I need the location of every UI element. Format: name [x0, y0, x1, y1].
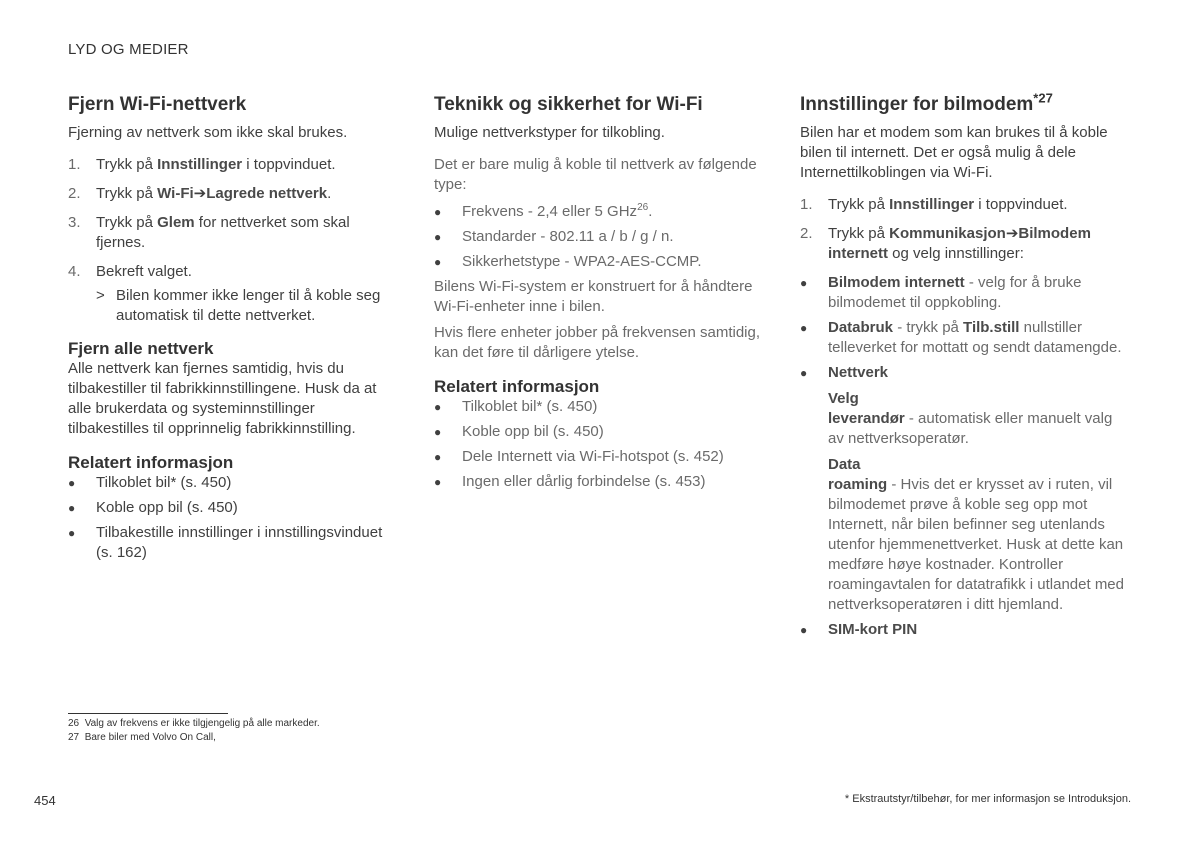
step-item: [800, 224, 1130, 264]
bullet-icon: ●: [800, 366, 808, 380]
heading-related: Relatert informasjon: [68, 453, 234, 472]
column-wifi-security: [434, 92, 764, 497]
network-types-list: [434, 202, 764, 272]
setting-item: ● Nettverk Velg leverandør - automatisk eller manuelt valg av nettverksoperatør. Data roaming - Hvis det er krysset av i ruten, vil bilmodemet prøve å koble seg opp mot Internett, når bilen befinner seg utenlands utenfor hjemmenettverket. Husk at dette kan medføre høye kostnader. Kontroller roamingavtalen for datatrafikk i utlandet med nettverksoperatøren i ditt hjemland.: [800, 363, 1130, 615]
paragraph: Hvis flere enheter jobber på frekvensen samtidig, kan det føre til dårligere ytelse.: [434, 324, 761, 361]
step-text: Trykk på Innstillinger i toppvinduet.: [828, 196, 1068, 213]
bullet-icon: ●: [434, 230, 442, 244]
steps-list: [800, 195, 1130, 264]
step-number: 2.: [800, 225, 813, 242]
arrow-right-icon: ➔: [1005, 225, 1019, 242]
page-number: 454: [34, 793, 56, 808]
list-item: ● Sikkerhetstype - WPA2-AES-CCMP.: [434, 253, 702, 270]
result-text: Bilen kommer ikke lenger til å koble seg automatisk til dette nettverket.: [116, 287, 381, 324]
related-link[interactable]: ● Tilbakestille innstillinger i innstillingsvinduet (s. 162): [68, 524, 383, 561]
footnotes: [68, 713, 320, 745]
bottom-note: * Ekstrautstyr/tilbehør, for mer informasjon se Introduksjon.: [844, 793, 1131, 805]
related-link[interactable]: ● Ingen eller dårlig forbindelse (s. 453): [434, 473, 706, 490]
step-number: 1.: [800, 196, 813, 213]
network-subitem: Data roaming - Hvis det er krysset av i ruten, vil bilmodemet prøve å koble seg opp mot Internett, når bilen befinner seg utenlands utenfor hjemmenettverket. Husk at dette kan medføre høye kostnader. Kontroller roamingavtalen for datatrafikk i utlandet med nettverksoperatøren i ditt hjemland.: [828, 456, 1124, 613]
step-result: [96, 286, 398, 326]
setting-item: ● SIM-kort PIN: [800, 621, 918, 638]
intro-text: Det er bare mulig å koble til nettverk av følgende type:: [434, 156, 757, 193]
section-header: LYD OG MEDIER: [68, 41, 189, 58]
related-link[interactable]: ● Tilkoblet bil* (s. 450): [434, 398, 598, 415]
footnote-divider: [68, 713, 228, 714]
step-number: 3.: [68, 214, 81, 231]
bullet-icon: ●: [68, 476, 76, 490]
step-item: [800, 195, 1130, 215]
bullet-icon: ●: [434, 255, 442, 269]
heading-car-modem: Innstillinger for bilmodem$^{*27}$: [800, 90, 1053, 115]
step-text: Trykk på Innstillinger i toppvinduet.: [96, 156, 336, 173]
column-remove-wifi: [68, 92, 398, 568]
bullet-icon: ●: [434, 475, 442, 489]
step-item: [68, 262, 398, 326]
step-text: Trykk på Kommunikasjon➔Bilmodem internett og velg innstillinger:: [828, 225, 1091, 262]
related-link[interactable]: ● Koble opp bil (s. 450): [434, 423, 604, 440]
lead-text: Bilen har et modem som kan brukes til å koble bilen til internett. Det er også mulig å dele Internettilkoblingen via Wi-Fi.: [800, 124, 1108, 181]
related-list: [68, 473, 398, 563]
heading-wifi-security: Teknikk og sikkerhet for Wi-Fi: [434, 94, 703, 115]
settings-list: [800, 273, 1130, 640]
bullet-icon: ●: [434, 400, 442, 414]
related-list: [434, 397, 764, 492]
list-item: ● Standarder - 802.11 a / b / g / n.: [434, 228, 674, 245]
bullet-icon: ●: [800, 276, 808, 290]
bullet-icon: ●: [68, 526, 76, 540]
step-text: Trykk på Glem for nettverket som skal fjernes.: [96, 214, 350, 251]
remove-all-text: Alle nettverk kan fjernes samtidig, hvis du tilbakestiller til fabrikkinnstillingene. Husk da at alle brukerdata og systeminnstillinger tilbakestilles til opprinnelig fabrikkinnstilling.: [68, 360, 377, 437]
bullet-icon: ●: [434, 425, 442, 439]
footnote-ref[interactable]: *27: [1033, 90, 1053, 106]
step-text: Trykk på Wi-Fi➔Lagrede nettverk.: [96, 185, 332, 202]
arrow-right-icon: ➔: [193, 185, 207, 202]
paragraph: Bilens Wi-Fi-system er konstruert for å håndtere Wi-Fi-enheter inne i bilen.: [434, 278, 753, 315]
step-text: Bekreft valget.: [96, 263, 192, 280]
heading-remove-all: Fjern alle nettverk: [68, 339, 214, 358]
setting-item: ● Bilmodem internett - velg for å bruke bilmodemet til oppkobling.: [800, 274, 1082, 311]
heading-related: Relatert informasjon: [434, 377, 600, 396]
bullet-icon: ●: [800, 321, 808, 335]
related-link[interactable]: ● Dele Internett via Wi-Fi-hotspot (s. 452): [434, 448, 724, 465]
step-item: [68, 184, 398, 204]
network-subitem: Velg leverandør - automatisk eller manuelt valg av nettverksoperatør.: [828, 390, 1113, 447]
steps-list: [68, 155, 398, 326]
footnote: 26 Valg av frekvens er ikke tilgjengelig på alle markeder.: [68, 718, 320, 729]
bullet-icon: ●: [68, 501, 76, 515]
bullet-icon: ●: [800, 623, 808, 637]
lead-text: Fjerning av nettverk som ikke skal brukes.: [68, 124, 348, 141]
result-marker: >: [96, 287, 105, 304]
lead-text: Mulige nettverkstyper for tilkobling.: [434, 124, 665, 141]
step-number: 1.: [68, 156, 81, 173]
step-item: [68, 213, 398, 253]
footnote-ref[interactable]: 26: [637, 202, 649, 213]
column-car-modem: [800, 92, 1130, 645]
related-link[interactable]: ● Tilkoblet bil* (s. 450): [68, 474, 232, 491]
step-number: 4.: [68, 263, 81, 280]
heading-remove-wifi: Fjern Wi-Fi-nettverk: [68, 94, 247, 115]
related-link[interactable]: ● Koble opp bil (s. 450): [68, 499, 238, 516]
step-number: 2.: [68, 185, 81, 202]
footnote: 27 Bare biler med Volvo On Call,: [68, 732, 216, 743]
bullet-icon: ●: [434, 450, 442, 464]
setting-item: ● Databruk - trykk på Tilb.still nullstiller telleverket for mottatt og sendt datamengde.: [800, 319, 1122, 356]
list-item: ● Frekvens - 2,4 eller 5 GHz$^{26}$.: [434, 202, 653, 220]
step-item: [68, 155, 398, 175]
bullet-icon: ●: [434, 205, 442, 219]
